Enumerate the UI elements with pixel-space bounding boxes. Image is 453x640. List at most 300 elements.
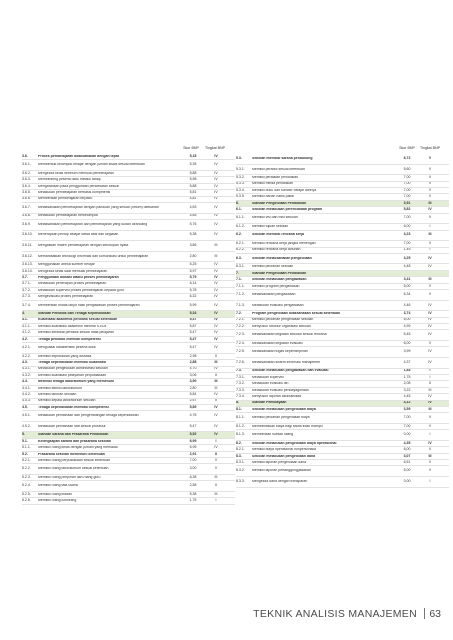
row-tingkat: IV (214, 330, 218, 335)
row-skor: 5,47 (189, 345, 197, 350)
row-text: Memiliki laporan pertanggungjawaban (252, 469, 311, 473)
row-code: 4. (22, 311, 25, 316)
row-tingkat: IV (428, 207, 432, 211)
row-skor: 0,00 (403, 478, 411, 483)
row-text: Menyusun struktur organisasi sekolah (252, 324, 311, 328)
row-skor: 2,57 (189, 398, 197, 403)
row-tingkat: I (429, 478, 431, 483)
row-code: 7.1.1. (236, 283, 245, 288)
row-skor: 3,59 (403, 406, 411, 411)
footer-divider (424, 608, 425, 619)
row-code: 3.6.13. (22, 262, 33, 267)
table-row (236, 347, 449, 358)
table-row (22, 481, 235, 492)
table-row (236, 430, 449, 441)
row-tingkat: V (428, 423, 432, 428)
row-skor: 5,34 (189, 311, 197, 316)
row-tingkat: IV (214, 336, 218, 341)
row-code: 5.3.4. (236, 187, 245, 192)
row-text: Memiliki biaya operasional nonpersonalia (252, 448, 317, 452)
row-code: 7.2.1. (236, 317, 245, 322)
row-text: Sekolah melakukan pengelolaan biaya operasional (252, 441, 337, 445)
row-tingkat: I (429, 224, 431, 228)
row-skor: 3,99 (403, 349, 411, 354)
row-tingkat: IV (428, 264, 432, 269)
row-tingkat: V (214, 466, 218, 471)
row-skor: 4,99 (403, 324, 411, 328)
table-row (22, 464, 235, 475)
row-text: Memiliki bahan habis pakai (252, 195, 295, 199)
row-skor: 4,63 (189, 204, 197, 209)
row-skor: 3,74 (403, 311, 411, 316)
row-code: 8.3. (236, 453, 242, 458)
row-text: Program pengelolaan dilaksanakan sesuai ketentuan (252, 312, 341, 316)
row-tingkat: IV (428, 311, 432, 316)
row-text: Memiliki ruang laboratorium sesuai ketentuan (38, 467, 109, 471)
row-text: Melaksanakan tugas kepemimpinan (252, 350, 308, 354)
row-code: 6.3.1. (236, 264, 245, 269)
row-tingkat: V (428, 291, 432, 296)
row-skor: 4,37 (403, 359, 411, 364)
row-text: Memiliki tujuan sekolah (252, 224, 289, 228)
row-skor: 4,46 (403, 302, 411, 307)
row-skor: 6,00 (403, 317, 411, 322)
row-skor: 3,23 (403, 232, 411, 237)
row-skor: 6,00 (403, 341, 411, 345)
row-code: 4.4. (22, 379, 28, 384)
row-text: Tenaga kependidikan memiliki kompetensi (38, 405, 109, 409)
row-code: 3.7. (22, 275, 28, 279)
row-tingkat: III (214, 475, 218, 479)
right-tingkat-header: Tingkat BNP (419, 146, 441, 150)
row-skor: 6,99 (189, 438, 197, 443)
row-skor: 4,76 (189, 413, 197, 418)
row-text: Mengarahkan pada penggunaan pendekatan sesuai (38, 184, 119, 188)
row-tingkat: III (428, 406, 432, 411)
row-skor: 6,38 (189, 475, 197, 479)
row-tingkat: IV (428, 324, 432, 328)
row-skor: 4,65 (189, 213, 197, 218)
row-tingkat: III (428, 200, 432, 205)
row-skor: 0,00 (403, 432, 411, 437)
row-text: Memiliki program pengawasan (252, 284, 300, 288)
row-text: Melakukan pembinaan staf sesuai prosedur (38, 424, 106, 428)
left-tingkat-header: Tingkat BNP (204, 146, 226, 150)
row-text: Memiliki visi dan misi sekolah (252, 216, 298, 220)
row-code: 4.3.2. (22, 372, 31, 377)
row-code: 7.2. (236, 311, 242, 316)
table-row (22, 343, 235, 354)
row-tingkat: IV (214, 445, 218, 450)
row-skor: 5,88 (189, 183, 197, 188)
row-tingkat: IV (214, 423, 218, 428)
row-text: Melaksanakan pembelajaran dan pembelajaran yang sudah dirancang (38, 222, 148, 226)
row-skor: 4,48 (403, 264, 411, 269)
row-text: Memiliki pedoman pengelolaan sekolah (252, 318, 314, 322)
row-code: 5.2.3. (22, 475, 31, 479)
row-text: Memberikan subsidi silang (252, 433, 294, 437)
row-code: 7.2.6. (236, 359, 245, 364)
row-code: 3.6.7. (22, 204, 31, 209)
row-code: 5.2.2. (22, 466, 31, 471)
row-skor: 5,84 (189, 392, 197, 396)
row-text: Memiliki ruang tata usaha (38, 484, 78, 488)
row-skor: 6,00 (403, 224, 411, 228)
row-text: Melakukan supervisi (252, 375, 284, 379)
row-skor: 5,98 (189, 177, 197, 182)
row-text: Memiliki ruang perpustakaan sesuai ketentuan (38, 458, 111, 462)
row-code: 5.3.2. (236, 175, 245, 180)
row-text: Kelengkapan sarana dan prasarana sekolah (38, 439, 111, 443)
row-code: 3.6.8. (22, 213, 31, 218)
row-text: Mengelola kelas sebelum memulai pembelajaran (38, 171, 114, 175)
row-code: 3.6.10. (22, 232, 33, 237)
row-text: Menyusun laporan akuntabilitas (252, 394, 302, 398)
row-skor: 5,97 (189, 268, 197, 273)
row-skor: 4,81 (189, 196, 197, 201)
row-skor: 7,00 (403, 423, 411, 428)
row-skor: 5,78 (189, 287, 197, 292)
row-skor: 3,07 (403, 453, 411, 458)
row-code: 6.1.1. (236, 215, 245, 220)
row-tingkat: IV (214, 204, 218, 209)
row-code: 7.3. (236, 368, 242, 373)
row-skor: 1,84 (403, 368, 411, 373)
row-tingkat: II (215, 483, 217, 488)
row-text: Memiliki laboran sekolah (38, 392, 77, 396)
row-code: 4.2. (22, 336, 28, 341)
row-tingkat: IV (214, 302, 218, 307)
row-text: Memiliki rencana kerja jangka menengah (252, 241, 316, 245)
row-skor: 2,80 (189, 385, 197, 390)
row-text: Sekolah melakukan perencanaan program (252, 207, 323, 211)
row-tingkat: IV (214, 404, 218, 409)
row-tingkat: IV (214, 196, 218, 201)
row-text: Memiliki sertifikat pendidik sesuai mata pelajaran (38, 331, 114, 335)
row-text: Mengelola dana dengan transparan (252, 479, 308, 483)
row-tingkat: IV (428, 317, 432, 322)
row-text: Memiliki pedoman pengelolaan biaya (252, 416, 310, 420)
page-footer (0, 604, 453, 624)
row-tingkat: III (428, 453, 432, 458)
row-skor: 5,79 (189, 275, 197, 279)
row-skor: 3,86 (189, 243, 197, 248)
row-code: 4.4.3. (22, 398, 31, 403)
row-text: Melakukan pembelajaran berbasis kompetensi (38, 191, 111, 194)
row-text: Standar Pengelolaan Pendidikan (252, 271, 307, 275)
table-row (22, 411, 235, 422)
row-tingkat: IV (214, 183, 218, 188)
row-code: 4.3. (22, 360, 28, 365)
row-text: Melakukan evaluasi diri (252, 382, 289, 386)
row-code: 4.4.1. (22, 385, 31, 390)
row-skor: 5,45 (403, 332, 411, 337)
row-tingkat: III (214, 492, 218, 496)
row-code: 6.3. (236, 255, 242, 260)
row-tingkat: V (428, 241, 432, 245)
row-skor: 6,14 (189, 281, 197, 286)
row-tingkat: I (429, 368, 431, 373)
row-text: Sekolah melaksanakan pengelolaan (252, 256, 312, 260)
row-tingkat: IV (214, 324, 218, 328)
row-tingkat: IV (214, 154, 218, 158)
row-tingkat: IV (214, 366, 218, 371)
row-code: 4.5.1. (22, 413, 31, 418)
row-text: Sekolah melakukan pengelolaan dana (252, 454, 316, 458)
row-code: 8.1.3. (236, 432, 245, 437)
row-tingkat: IV (214, 213, 218, 218)
row-text: Melaksanakan kegiatan evaluasi (252, 341, 303, 345)
row-skor: 6,00 (403, 447, 411, 452)
row-code: 7.2.3. (236, 332, 245, 337)
row-text: Standar Pendidik dan Tenaga Kependidikan (38, 312, 111, 316)
row-skor: 7,00 (403, 187, 411, 192)
row-skor: 2,08 (403, 381, 411, 386)
row-code: 6.2.2. (236, 247, 245, 252)
row-skor: 2,88 (189, 360, 197, 365)
row-skor: 5,35 (189, 162, 197, 167)
row-text: Mengelola kelas saat memulai pembelajaran (38, 269, 108, 273)
row-text: Memiliki ruang ibadah (38, 492, 73, 496)
table-row (236, 254, 449, 265)
row-text: Melaksanakan pengawasan (252, 292, 296, 296)
row-code: 8.3.1. (236, 460, 245, 464)
row-text: Standar Pengelolaan Pendidikan (252, 201, 307, 205)
row-code: 8.1.2. (236, 423, 245, 428)
row-text: Melakukan pembinaan dan pengembangan tenaga kependidikan (38, 414, 139, 418)
row-code: 3.6.11. (22, 243, 33, 248)
row-code: 4.1.2. (22, 330, 31, 335)
row-tingkat: I (429, 432, 431, 437)
table-row (236, 231, 449, 242)
row-text: Sekolah memiliki rencana kerja (252, 233, 304, 237)
row-tingkat: V (428, 468, 432, 473)
row-tingkat: IV (214, 232, 218, 237)
row-tingkat: III (214, 253, 218, 258)
row-code: 3.6.6. (22, 196, 31, 201)
row-text: Sekolah melakukan pengelolaan biaya (252, 407, 316, 411)
row-tingkat: V (428, 341, 432, 345)
table-row (22, 220, 235, 231)
row-tingkat: IV (214, 170, 218, 175)
row-code: 8.1.1. (236, 415, 245, 420)
row-code: 8. (236, 400, 239, 405)
row-tingkat: V (428, 187, 432, 192)
row-tingkat: III (214, 243, 218, 248)
row-code: 7. (236, 270, 239, 275)
row-skor: 6,95 (189, 445, 197, 450)
row-code: 4.1. (22, 317, 28, 322)
row-skor: 3,90 (189, 379, 197, 384)
row-code: 6.2. (236, 232, 242, 237)
row-code: 3.6.4. (22, 183, 31, 188)
row-skor: 7,00 (403, 175, 411, 180)
row-text: Memiliki pedoman sekolah (252, 265, 294, 269)
row-skor: 5,47 (189, 330, 197, 335)
row-tingkat: V (428, 415, 432, 420)
row-code: 7.3.1. (236, 374, 245, 379)
row-skor: 3,06 (189, 372, 197, 377)
row-tingkat: IV (214, 190, 218, 194)
row-text: Mengevaluasi proses pembelajaran (38, 295, 94, 299)
row-text: Melaksanakan sistem informasi manajemen (252, 360, 321, 364)
row-text: Memiliki kepribadian yang dewasa (38, 354, 92, 358)
row-tingkat: II (215, 372, 217, 377)
row-code: 7.2.5. (236, 349, 245, 354)
row-code: 7.1.3. (236, 302, 245, 307)
table-row (236, 466, 449, 477)
row-tingkat: II (215, 451, 217, 456)
row-tingkat: V (428, 155, 432, 160)
row-skor: 7,00 (403, 194, 411, 199)
footer-title: TEKNIK ANALISIS MANAJEMEN (253, 608, 417, 620)
row-skor: 7,00 (403, 215, 411, 220)
row-skor: 6,32 (189, 294, 197, 299)
row-text: Tenaga kependidikan memiliki kualifikasi (38, 361, 107, 365)
row-tingkat: III (428, 387, 432, 392)
row-text: Kualifikasi akademik pendidik sesuai ketentuan (38, 318, 118, 322)
row-skor: 5,81 (189, 190, 197, 194)
row-code: 5. (22, 432, 25, 437)
row-skor: 2,98 (189, 353, 197, 358)
row-code: 4.3.1. (22, 366, 31, 371)
row-skor: 3,91 (403, 200, 411, 205)
row-text: Membentuk kelompok belajar dengan jumlah siswa sesuai ketentuan (38, 163, 145, 167)
row-text: Memiliki teknisi laboratorium (38, 386, 82, 390)
row-tingkat: IV (214, 275, 218, 279)
table-row (22, 203, 235, 214)
table-row (22, 301, 235, 312)
row-tingkat: V (428, 460, 432, 464)
row-skor: 5,76 (189, 221, 197, 226)
row-tingkat: II (215, 398, 217, 403)
row-text: Sekolah melakukan pengawasan dan evaluasi (252, 369, 329, 373)
row-skor: 5,89 (189, 404, 197, 409)
row-text: Memiliki kepala laboratorium sekolah (38, 399, 96, 403)
row-tingkat: III (214, 360, 218, 365)
row-tingkat: IV (214, 268, 218, 273)
table-row (236, 165, 449, 176)
row-skor: 6,34 (403, 291, 411, 296)
row-text: Memiliki ruang konseling (38, 499, 77, 503)
row-tingkat: IV (214, 294, 218, 299)
row-code: 4.5. (22, 404, 28, 409)
row-skor: 1,75 (403, 374, 411, 379)
row-code: 3.7.2. (22, 287, 31, 292)
table-row (22, 252, 235, 263)
row-skor: 2,91 (189, 451, 197, 456)
row-text: Sekolah melakukan pengawasan (252, 278, 307, 282)
row-text: Penggunaan alokasi waktu proses pembelajaran (38, 275, 119, 279)
row-text: Standar Pembiayaan (252, 401, 287, 405)
left-table (22, 154, 235, 505)
row-text: Melaksanakan pembelajaran dengan panduan yang sesuai (umum) ditekanan (38, 205, 159, 209)
row-skor: 2,80 (189, 253, 197, 258)
row-tingkat: IV (214, 262, 218, 267)
table-row (236, 214, 449, 225)
row-code: 3.6.9. (22, 221, 31, 226)
row-code: 8.2.1. (236, 447, 245, 452)
row-skor: 7,00 (403, 415, 411, 420)
row-code: 7.2.4. (236, 341, 245, 345)
row-skor: 5,00 (403, 283, 411, 288)
row-tingkat: III (214, 385, 218, 390)
table-row (22, 498, 235, 504)
row-tingkat: V (428, 194, 432, 199)
row-skor: 3,00 (189, 466, 197, 471)
row-code: 4.2.1. (22, 345, 31, 350)
row-skor: 6,51 (403, 460, 411, 464)
row-text: Memiliki kualifikasi pelayanan perpustakaan (38, 373, 107, 377)
table-row (22, 422, 235, 433)
row-tingkat: IV (214, 311, 218, 316)
table-row (22, 241, 235, 252)
row-tingkat: IV (214, 345, 218, 350)
row-text: Menerapkan prinsip belajar siswa aktif dan kegiatan (38, 233, 119, 237)
row-tingkat: IV (214, 281, 218, 286)
table-row (236, 290, 449, 301)
row-text: Menguasai karakteristik peserta didik (38, 346, 96, 350)
row-text: Memberikan pembelajaran terpadu (38, 197, 93, 201)
row-code: 5.3.5. (236, 194, 245, 199)
row-code: 5.2.1. (22, 458, 31, 462)
row-code: 4.4.2. (22, 392, 31, 396)
left-skor-header: Skor BNP (183, 146, 199, 150)
table-row (236, 413, 449, 424)
row-skor: 4,35 (403, 440, 411, 445)
row-code: 3.6.3. (22, 177, 31, 182)
row-text: Sekolah memiliki sarana pendukung (252, 156, 313, 160)
row-text: Memiliki ruang pimpinan dan ruang guru (38, 475, 101, 479)
row-code: 6.1.2. (236, 224, 245, 228)
row-code: 5.3. (236, 155, 242, 160)
row-skor: 5,47 (189, 423, 197, 428)
row-tingkat: V (428, 166, 432, 171)
row-tingkat: IV (214, 432, 218, 437)
row-code: 3.7.4. (22, 302, 31, 307)
row-code: 5.2. (22, 451, 28, 456)
row-tingkat: V (428, 215, 432, 220)
page-number: 63 (429, 608, 441, 620)
row-tingkat: IV (214, 162, 218, 167)
row-code: 3.7.3. (22, 294, 31, 299)
row-tingkat: V (214, 458, 218, 462)
row-tingkat: IV (428, 349, 432, 354)
right-table (236, 154, 449, 488)
row-skor: 5,18 (189, 154, 197, 158)
row-text: Mengaitkan materi pembelajaran dengan kehidupan nyata (38, 244, 129, 248)
row-tingkat: III (428, 277, 432, 282)
row-code: 3.6.12. (22, 253, 33, 258)
row-tingkat: IV (428, 302, 432, 307)
row-skor: 4,70 (189, 366, 197, 371)
table-row (22, 160, 235, 171)
row-skor: 5,25 (189, 262, 197, 267)
row-skor: 3,25 (403, 255, 411, 260)
row-code: 7.3.4. (236, 394, 245, 398)
row-text: Memiliki buku dan sumber belajar lainnya (252, 188, 317, 192)
row-text: Memiliki media pendidikan (252, 182, 294, 186)
row-text: Memiliki rencana kerja tahunan (252, 248, 301, 252)
row-text: Standar Sarana dan Prasarana Pendidikan (38, 433, 109, 437)
row-code: 5.2.4. (22, 483, 31, 488)
row-skor: 5,52 (189, 432, 197, 437)
row-skor: 5,87 (189, 324, 197, 328)
row-code: 3.6. (22, 154, 28, 158)
row-text: Memberikan tindak lanjut hasil pengawasan proses pembelajaran (38, 303, 140, 307)
row-code: 4.1.1. (22, 324, 31, 328)
row-code: 3.7.1. (22, 281, 31, 286)
